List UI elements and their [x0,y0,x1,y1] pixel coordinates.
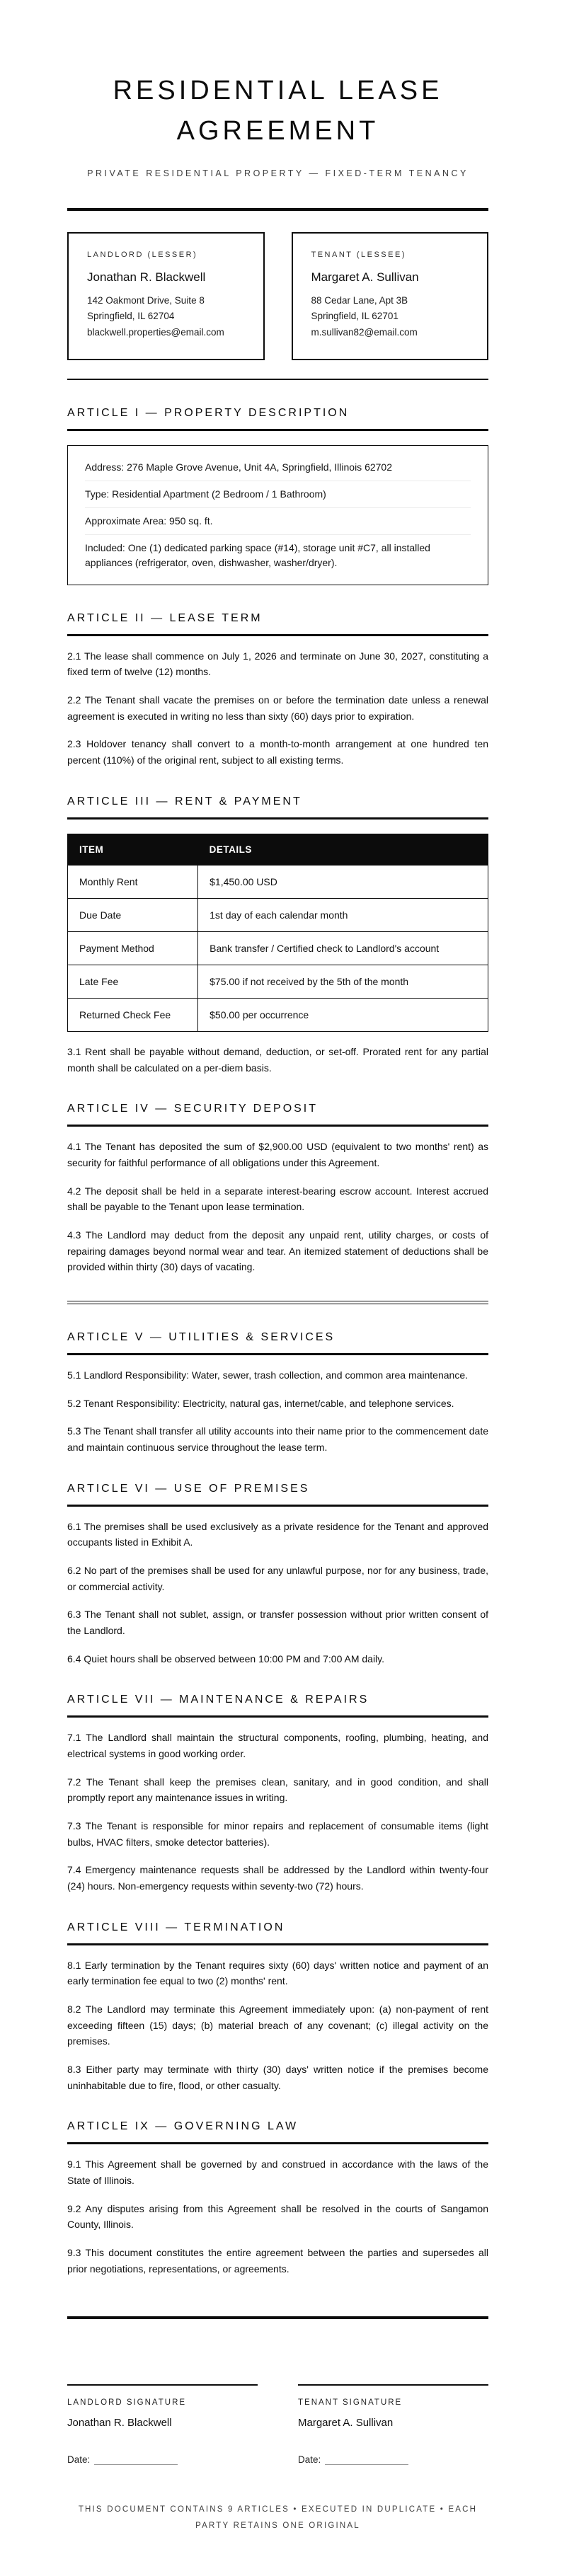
document-header [67,71,488,211]
table-cell: Bank transfer / Certified check to Landlord's account [198,931,488,965]
signature-divider [67,2316,488,2319]
clause-paragraph: 2.2 The Tenant shall vacate the premises on or before the termination date unless a renewal agreement is executed in writing no less than sixty (60) days prior to expiration. [67,694,488,722]
clause-paragraph: 6.3 The Tenant shall not sublet, assign, or transfer possession without prior written consent of the Landlord. [67,1609,488,1636]
articles-container [67,407,488,2277]
article-section [67,1483,488,1667]
article-heading: ARTICLE VIII — TERMINATION [67,1921,285,1933]
parties-section [67,232,488,360]
clause-paragraph: 5.1 Landlord Responsibility: Water, sewer, trash collection, and common area maintenance. [67,1369,469,1381]
party-details [87,293,245,340]
clause-paragraph: 9.2 Any disputes arising from this Agreement shall be resolved in the courts of Sangamon County, Illinois. [67,2202,488,2231]
clause-paragraph: 6.1 The premises shall be used exclusively as a private residence for the Tenant and approved occupants listed in Exhibit A. [67,1520,488,1548]
clause-paragraph: 8.3 Either party may terminate with thirty (30) days' written notice if the premises become uninhabitable due to fire, flood, or other casualty. [67,2064,488,2091]
table-cell: $75.00 if not received by the 5th of the month [198,965,488,998]
clause-paragraph: 8.2 The Landlord may terminate this Agreement immediately upon: (a) non-payment of rent exceeding fifteen (15) days; (b) material breach of any covenant; (c) illegal activity on the premises. [67,2003,488,2047]
rent-payment-table [67,834,488,1032]
article-section [67,1921,488,2094]
property-detail-row: Type: Residential Apartment (2 Bedroom / 1 Bathroom) [85,481,471,508]
clause-paragraph: 7.2 The Tenant shall keep the premises clean, sanitary, and in good condition, and shall promptly report any maintenance issues in writing. [67,1776,488,1804]
clause-paragraph: 9.1 This Agreement shall be governed by and construed in accordance with the laws of the State of Illinois. [67,2158,488,2187]
article-section [67,2120,488,2277]
clause-paragraph: 7.3 The Tenant is responsible for minor repairs and replacement of consumable items (light bulbs, HVAC filters, smoke detector batteries). [67,1819,488,1848]
signature-date-line [325,2454,408,2465]
article-heading-rule [67,1353,488,1355]
clause-paragraph: 7.4 Emergency maintenance requests shall be addressed by the Landlord within twenty-four (24) hours. Non-emergency requests within seventy-two (72) hours. [67,1864,488,1892]
table-body [68,865,488,1031]
signature-date-row [298,2454,488,2465]
party-box [292,232,489,360]
party-role-label: TENANT (LESSEE) [311,251,406,259]
article-section [67,795,488,1076]
table-row [68,898,488,931]
clause-paragraph: 2.3 Holdover tenancy shall convert to a month-to-month arrangement at one hundred ten percent (110%) of the original rent, subject to all existing terms. [67,738,488,766]
article-section [67,1103,488,1275]
section-divider-double [67,1301,488,1304]
property-detail-row: Address: 276 Maple Grove Avenue, Unit 4A, Springfield, Illinois 62702 [85,454,471,481]
signature-role-label: TENANT SIGNATURE [298,2398,403,2408]
article-heading-rule [67,1505,488,1507]
article-heading-rule [67,1943,488,1945]
clause-paragraph: 5.3 The Tenant shall transfer all utility accounts into their name prior to the commencement date and maintain continuous service throughout the lease term. [67,1425,488,1453]
article-heading-rule [67,634,488,636]
party-name: Jonathan R. Blackwell [87,270,206,284]
party-box [67,232,265,360]
article-section [67,1694,488,1894]
header-divider [67,208,488,211]
table-cell: Monthly Rent [68,865,198,898]
article-heading-rule [67,2142,488,2144]
article-section [67,612,488,769]
signature-block [67,2384,258,2465]
party-detail-line: Springfield, IL 62701 [311,311,398,322]
party-detail-line: 88 Cedar Lane, Apt 3B [311,295,408,306]
clause-paragraph: 3.1 Rent shall be payable without demand, deduction, or set-off. Prorated rent for any partial month shall be calculated on a per-diem basis. [67,1045,488,1074]
signature-date-line [94,2454,178,2465]
table-row [68,931,488,965]
article-heading: ARTICLE II — LEASE TERM [67,611,263,624]
article-heading: ARTICLE I — PROPERTY DESCRIPTION [67,406,350,419]
party-detail-line: Springfield, IL 62704 [87,311,175,322]
party-detail-line: blackwell.properties@email.com [87,326,224,338]
table-header-row [68,834,488,865]
article-section [67,407,488,585]
clause-paragraph: 2.1 The lease shall commence on July 1, 2026 and terminate on June 30, 2027, constituting a fixed term of twelve (12) months. [67,650,488,678]
article-heading: ARTICLE III — RENT & PAYMENT [67,795,302,807]
table-header [68,834,488,865]
signature-date-label: Date: [67,2454,91,2466]
signature-date-label: Date: [298,2454,321,2466]
table-header-cell: DETAILS [198,834,488,865]
signatures-section [67,2384,488,2465]
property-detail-row: Included: One (1) dedicated parking space (#14), storage unit #C7, all installed appliances (refrigerator, oven, dishwasher, washer/dryer). [85,541,430,568]
party-details [311,293,469,340]
clause-paragraph: 9.3 This document constitutes the entire agreement between the parties and supersedes all prior negotiations, representations, or agreements. [67,2247,488,2275]
signature-role-label: LANDLORD SIGNATURE [67,2398,187,2408]
clause-paragraph: 5.2 Tenant Responsibility: Electricity, natural gas, internet/cable, and telephone services. [67,1397,454,1409]
table-cell: Due Date [68,898,198,931]
table-header-cell: ITEM [68,834,198,865]
article-heading-rule [67,1715,488,1718]
clause-paragraph: 7.1 The Landlord shall maintain the structural components, roofing, plumbing, heating, and electrical systems in good working order. [67,1732,488,1759]
document-title: RESIDENTIAL LEASE AGREEMENT [113,76,443,146]
article-heading-rule [67,1125,488,1127]
clause-paragraph: 4.2 The deposit shall be held in a separate interest-bearing escrow account. Interest accrued shall be payable to the Tenant upon lease termination. [67,1185,488,1213]
party-name: Margaret A. Sullivan [311,270,419,284]
article-heading: ARTICLE IX — GOVERNING LAW [67,2120,299,2133]
signature-name: Jonathan R. Blackwell [67,2417,172,2430]
table-row [68,965,488,998]
table-cell: $50.00 per occurrence [198,998,488,1031]
document-footer: THIS DOCUMENT CONTAINS 9 ARTICLES • EXECUTED IN DUPLICATE • EACH PARTY RETAINS ONE ORIGINAL [78,2505,478,2530]
article-heading: ARTICLE V — UTILITIES & SERVICES [67,1330,336,1343]
clause-paragraph: 8.1 Early termination by the Tenant requires sixty (60) days' written notice and payment of an early termination fee equal to two (2) months' rent. [67,1959,488,1987]
party-role-label: LANDLORD (LESSER) [87,251,198,259]
table-cell: 1st day of each calendar month [198,898,488,931]
article-heading: ARTICLE IV — SECURITY DEPOSIT [67,1103,319,1115]
party-detail-line: 142 Oakmont Drive, Suite 8 [87,295,205,306]
clause-paragraph: 6.4 Quiet hours shall be observed between 10:00 PM and 7:00 AM daily. [67,1652,385,1664]
clause-paragraph: 6.2 No part of the premises shall be used for any unlawful purpose, nor for any business, trade, or commercial activity. [67,1564,488,1592]
party-detail-line: m.sullivan82@email.com [311,326,418,338]
table-cell: Returned Check Fee [68,998,198,1031]
property-details-box [67,445,488,585]
article-heading: ARTICLE VII — MAINTENANCE & REPAIRS [67,1694,369,1706]
table-cell: Payment Method [68,931,198,965]
clause-paragraph: 4.1 The Tenant has deposited the sum of $2,900.00 USD (equivalent to two months' rent) as security for faithful performance of all obligations under this Agreement. [67,1141,488,1168]
article-section [67,1331,488,1456]
article-heading: ARTICLE VI — USE OF PREMISES [67,1482,310,1495]
signature-date-row [67,2454,258,2465]
clause-paragraph: 4.3 The Landlord may deduct from the deposit any unpaid rent, utility charges, or costs of repairing damages beyond normal wear and tear. An itemized statement of deductions shall be provided within thirty (30) days of vacating. [67,1229,488,1273]
article-heading-rule [67,429,488,431]
property-detail-row: Approximate Area: 950 sq. ft. [85,508,471,535]
signature-block [298,2384,488,2465]
table-row [68,998,488,1031]
document-subtitle: PRIVATE RESIDENTIAL PROPERTY — FIXED-TERM TENANCY [87,168,469,178]
table-cell: $1,450.00 USD [198,865,488,898]
article-heading-rule [67,817,488,820]
parties-divider [67,379,488,380]
table-row [68,865,488,898]
signature-name: Margaret A. Sullivan [298,2417,394,2430]
table-cell: Late Fee [68,965,198,998]
